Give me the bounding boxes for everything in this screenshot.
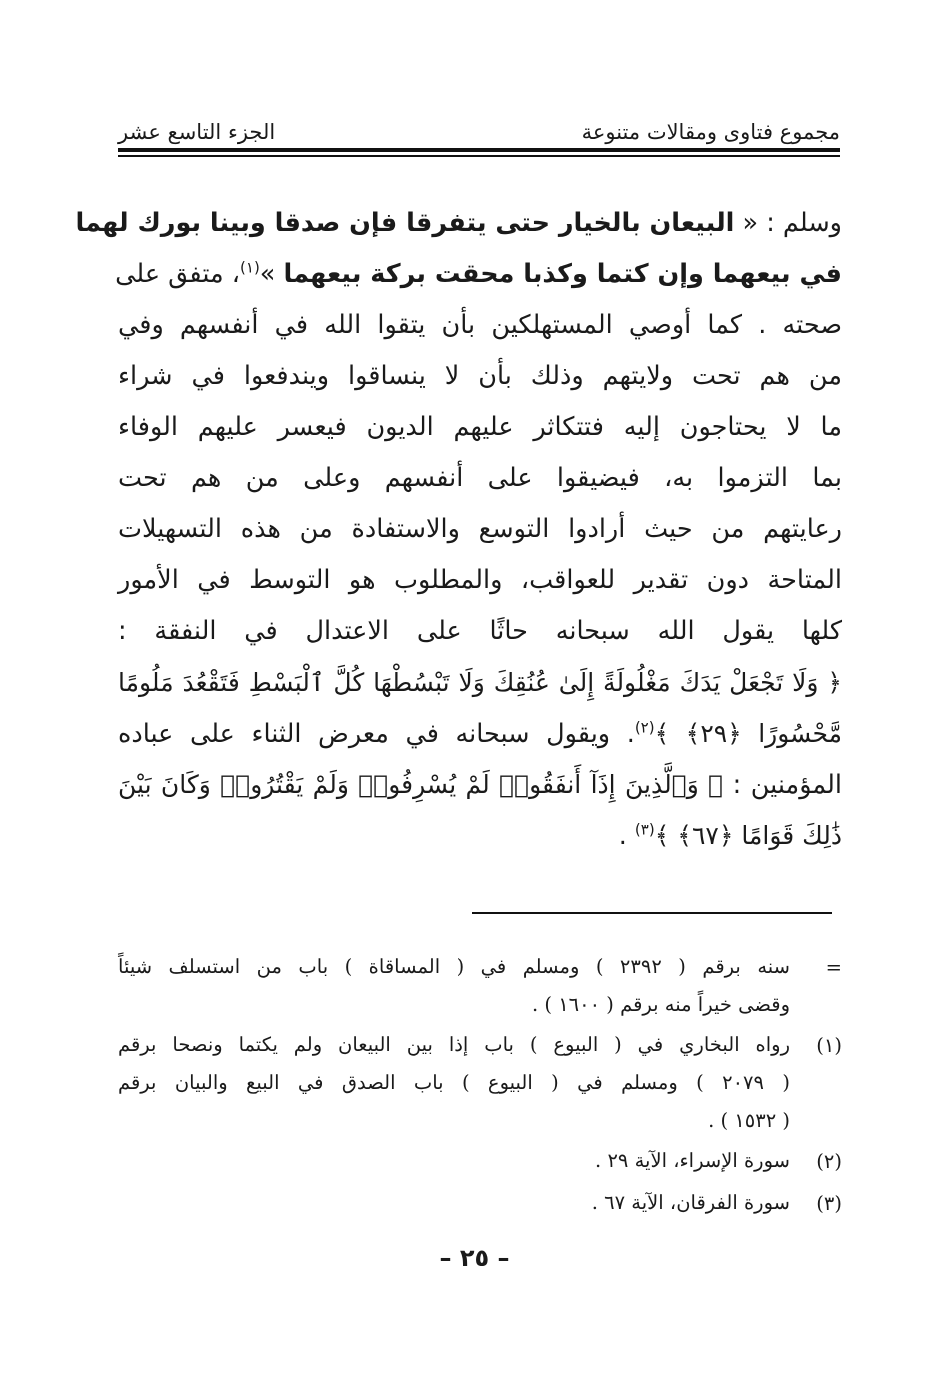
- body-line: بما التزموا به، فيضيقوا على أنفسهم وعلى من هم تحت: [118, 463, 842, 493]
- running-header: [118, 108, 840, 144]
- footnote-marker: (٣): [634, 820, 655, 839]
- hadith-text: في بيعهما وإن كتما وكذبا محقت بركة بيعهما: [283, 259, 842, 289]
- footnote-line: سورة الفرقان، الآية ٦٧ .: [591, 1191, 790, 1214]
- footnote-line: ( ١٥٣٢ ) .: [708, 1109, 790, 1132]
- body-line: ذَٰلِكَ قَوَامًا ﴿٦٧﴾ ﴾$^{(٣)}$ .: [618, 820, 842, 851]
- footnote-line: وقضى خيراً منه برقم ( ١٦٠٠ ) .: [532, 993, 790, 1016]
- book-title: مجموع فتاوى ومقالات متنوعة: [581, 120, 840, 144]
- footnote-number: =: [825, 956, 842, 979]
- footnote-line: سنه برقم ( ٢٣٩٢ ) ومسلم في ( المساقاة ) باب من استسلف شيئاً: [118, 955, 790, 978]
- body-line: صحته . كما أوصي المستهلكين بأن يتقوا الله في أنفسهم وفي: [118, 310, 842, 340]
- page-number: – ٢٥ –: [439, 1244, 510, 1272]
- body-line: المتاحة دون تقدير للعواقب، والمطلوب هو التوسط في الأمور: [118, 565, 842, 595]
- footnote-number: (١): [816, 1034, 842, 1057]
- body-line: مَّحْسُورًا ﴿٢٩﴾ ﴾$^{(٢)}$. ويقول سبحانه في معرض الثناء على عباده: [118, 718, 842, 749]
- quran-verse: مَّحْسُورًا ﴿٢٩﴾ ﴾: [654, 719, 842, 748]
- body-line: رعايتهم من حيث أرادوا التوسع والاستفادة من هذه التسهيلات: [118, 514, 842, 544]
- quran-verse: ﴿ وَٱلَّذِينَ إِذَآ أَنفَقُوا۟ لَمْ يُسْرِفُوا۟ وَلَمْ يَقْتُرُوا۟ وَكَانَ بَيْنَ: [118, 770, 724, 799]
- footnote-number: (٣): [816, 1192, 842, 1215]
- body-line: كلها يقول الله سبحانه حاثًا على الاعتدال في النفقة :: [118, 616, 842, 646]
- body-line: وسلم : « البيعان بالخيار حتى يتفرقا فإن صدقا وبينا بورك لهما: [75, 208, 842, 238]
- footnote: [118, 948, 842, 1024]
- footnote-marker: (١): [240, 258, 260, 277]
- footnote-marker: (٢): [634, 718, 655, 737]
- body-line: ما لا يحتاجون إليه فتتكاثر عليهم الديون فيعسر عليهم الوفاء: [118, 412, 842, 442]
- quran-verse: ذَٰلِكَ قَوَامًا ﴿٦٧﴾ ﴾: [654, 821, 842, 850]
- footnotes: [118, 948, 842, 1226]
- footnote-line: سورة الإسراء، الآية ٢٩ .: [595, 1149, 790, 1172]
- body-line: من هم تحت ولايتهم وذلك بأن لا ينساقوا ويندفعوا في شراء: [118, 361, 842, 391]
- header-rule-thin: [118, 155, 840, 157]
- footnote: [118, 1184, 842, 1224]
- quran-verse: ﴿ وَلَا تَجْعَلْ يَدَكَ مَغْلُولَةً إِلَىٰ عُنُقِكَ وَلَا تَبْسُطْهَا كُلَّ ٱلْبَسْطِ فَتَقْعُدَ مَلُومًا: [118, 668, 842, 697]
- footnote-number: (٢): [816, 1150, 842, 1173]
- footnote: [118, 1142, 842, 1182]
- footnote-separator: [472, 912, 832, 914]
- header-rule: [118, 148, 840, 152]
- body-line: في بيعهما وإن كتما وكذبا محقت بركة بيعهما »$^{(١)}$، متفق على: [115, 258, 842, 289]
- footnote-line: رواه البخاري في ( البيوع ) باب إذا بين البيعان ولم يكتما ونصحا برقم: [118, 1033, 790, 1056]
- hadith-text: البيعان بالخيار حتى يتفرقا فإن صدقا وبينا بورك لهما: [75, 208, 735, 238]
- body-line: المؤمنين : ﴿ وَٱلَّذِينَ إِذَآ أَنفَقُوا۟ لَمْ يُسْرِفُوا۟ وَلَمْ يَقْتُرُوا۟ وَكَانَ بَيْنَ: [118, 770, 842, 800]
- footnote-line: ( ٢٠٧٩ ) ومسلم في ( البيوع ) باب الصدق في البيع والبيان برقم: [118, 1071, 790, 1094]
- footnote: [118, 1026, 842, 1140]
- volume-label: الجزء التاسع عشر: [118, 120, 276, 144]
- body-text: [75, 198, 842, 861]
